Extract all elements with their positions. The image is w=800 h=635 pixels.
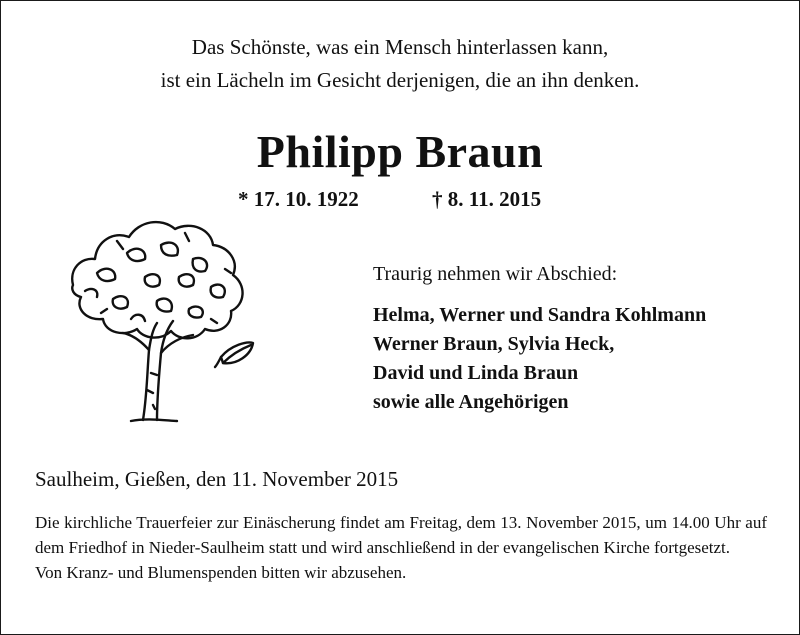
death-date: † 8. 11. 2015 xyxy=(432,187,542,211)
deceased-name: Philipp Braun xyxy=(256,126,544,177)
service-info-line: Die kirchliche Trauerfeier zur Einäscherung findet am Freitag, dem 13. November 2015, um xyxy=(35,513,667,532)
motto-line: Das Schönste, was ein Mensch hinterlassen kann, xyxy=(191,35,609,59)
tree-with-falling-leaf-icon xyxy=(61,215,261,425)
flowers-note: Von Kranz- und Blumenspenden bitten wir abzusehen. xyxy=(35,563,407,582)
birth-date: * 17. 10. 1922 xyxy=(238,187,359,211)
mourning-intro: Traurig nehmen wir Abschied: xyxy=(373,263,618,285)
service-info-line: evangelischen Kirche fortgesetzt. xyxy=(503,538,731,557)
service-info xyxy=(35,510,767,585)
motto-line: ist ein Lächeln im Gesicht derjenigen, die an ihn denken. xyxy=(160,68,640,92)
mourner-line: sowie alle Angehörigen xyxy=(373,391,569,413)
service-info-line: 14.00 Uhr auf dem Friedhof in Nieder-Saulheim statt und wird anschließend in der xyxy=(35,513,767,557)
place-date: Saulheim, Gießen, den 11. November 2015 xyxy=(35,467,399,491)
mourner-line: David und Linda Braun xyxy=(373,362,579,384)
mourner-line: Helma, Werner und Sandra Kohlmann xyxy=(373,304,707,326)
mourners-list xyxy=(373,301,706,417)
mourner-line: Werner Braun, Sylvia Heck, xyxy=(373,333,615,355)
motto xyxy=(1,31,799,97)
service-info-text xyxy=(35,510,767,560)
